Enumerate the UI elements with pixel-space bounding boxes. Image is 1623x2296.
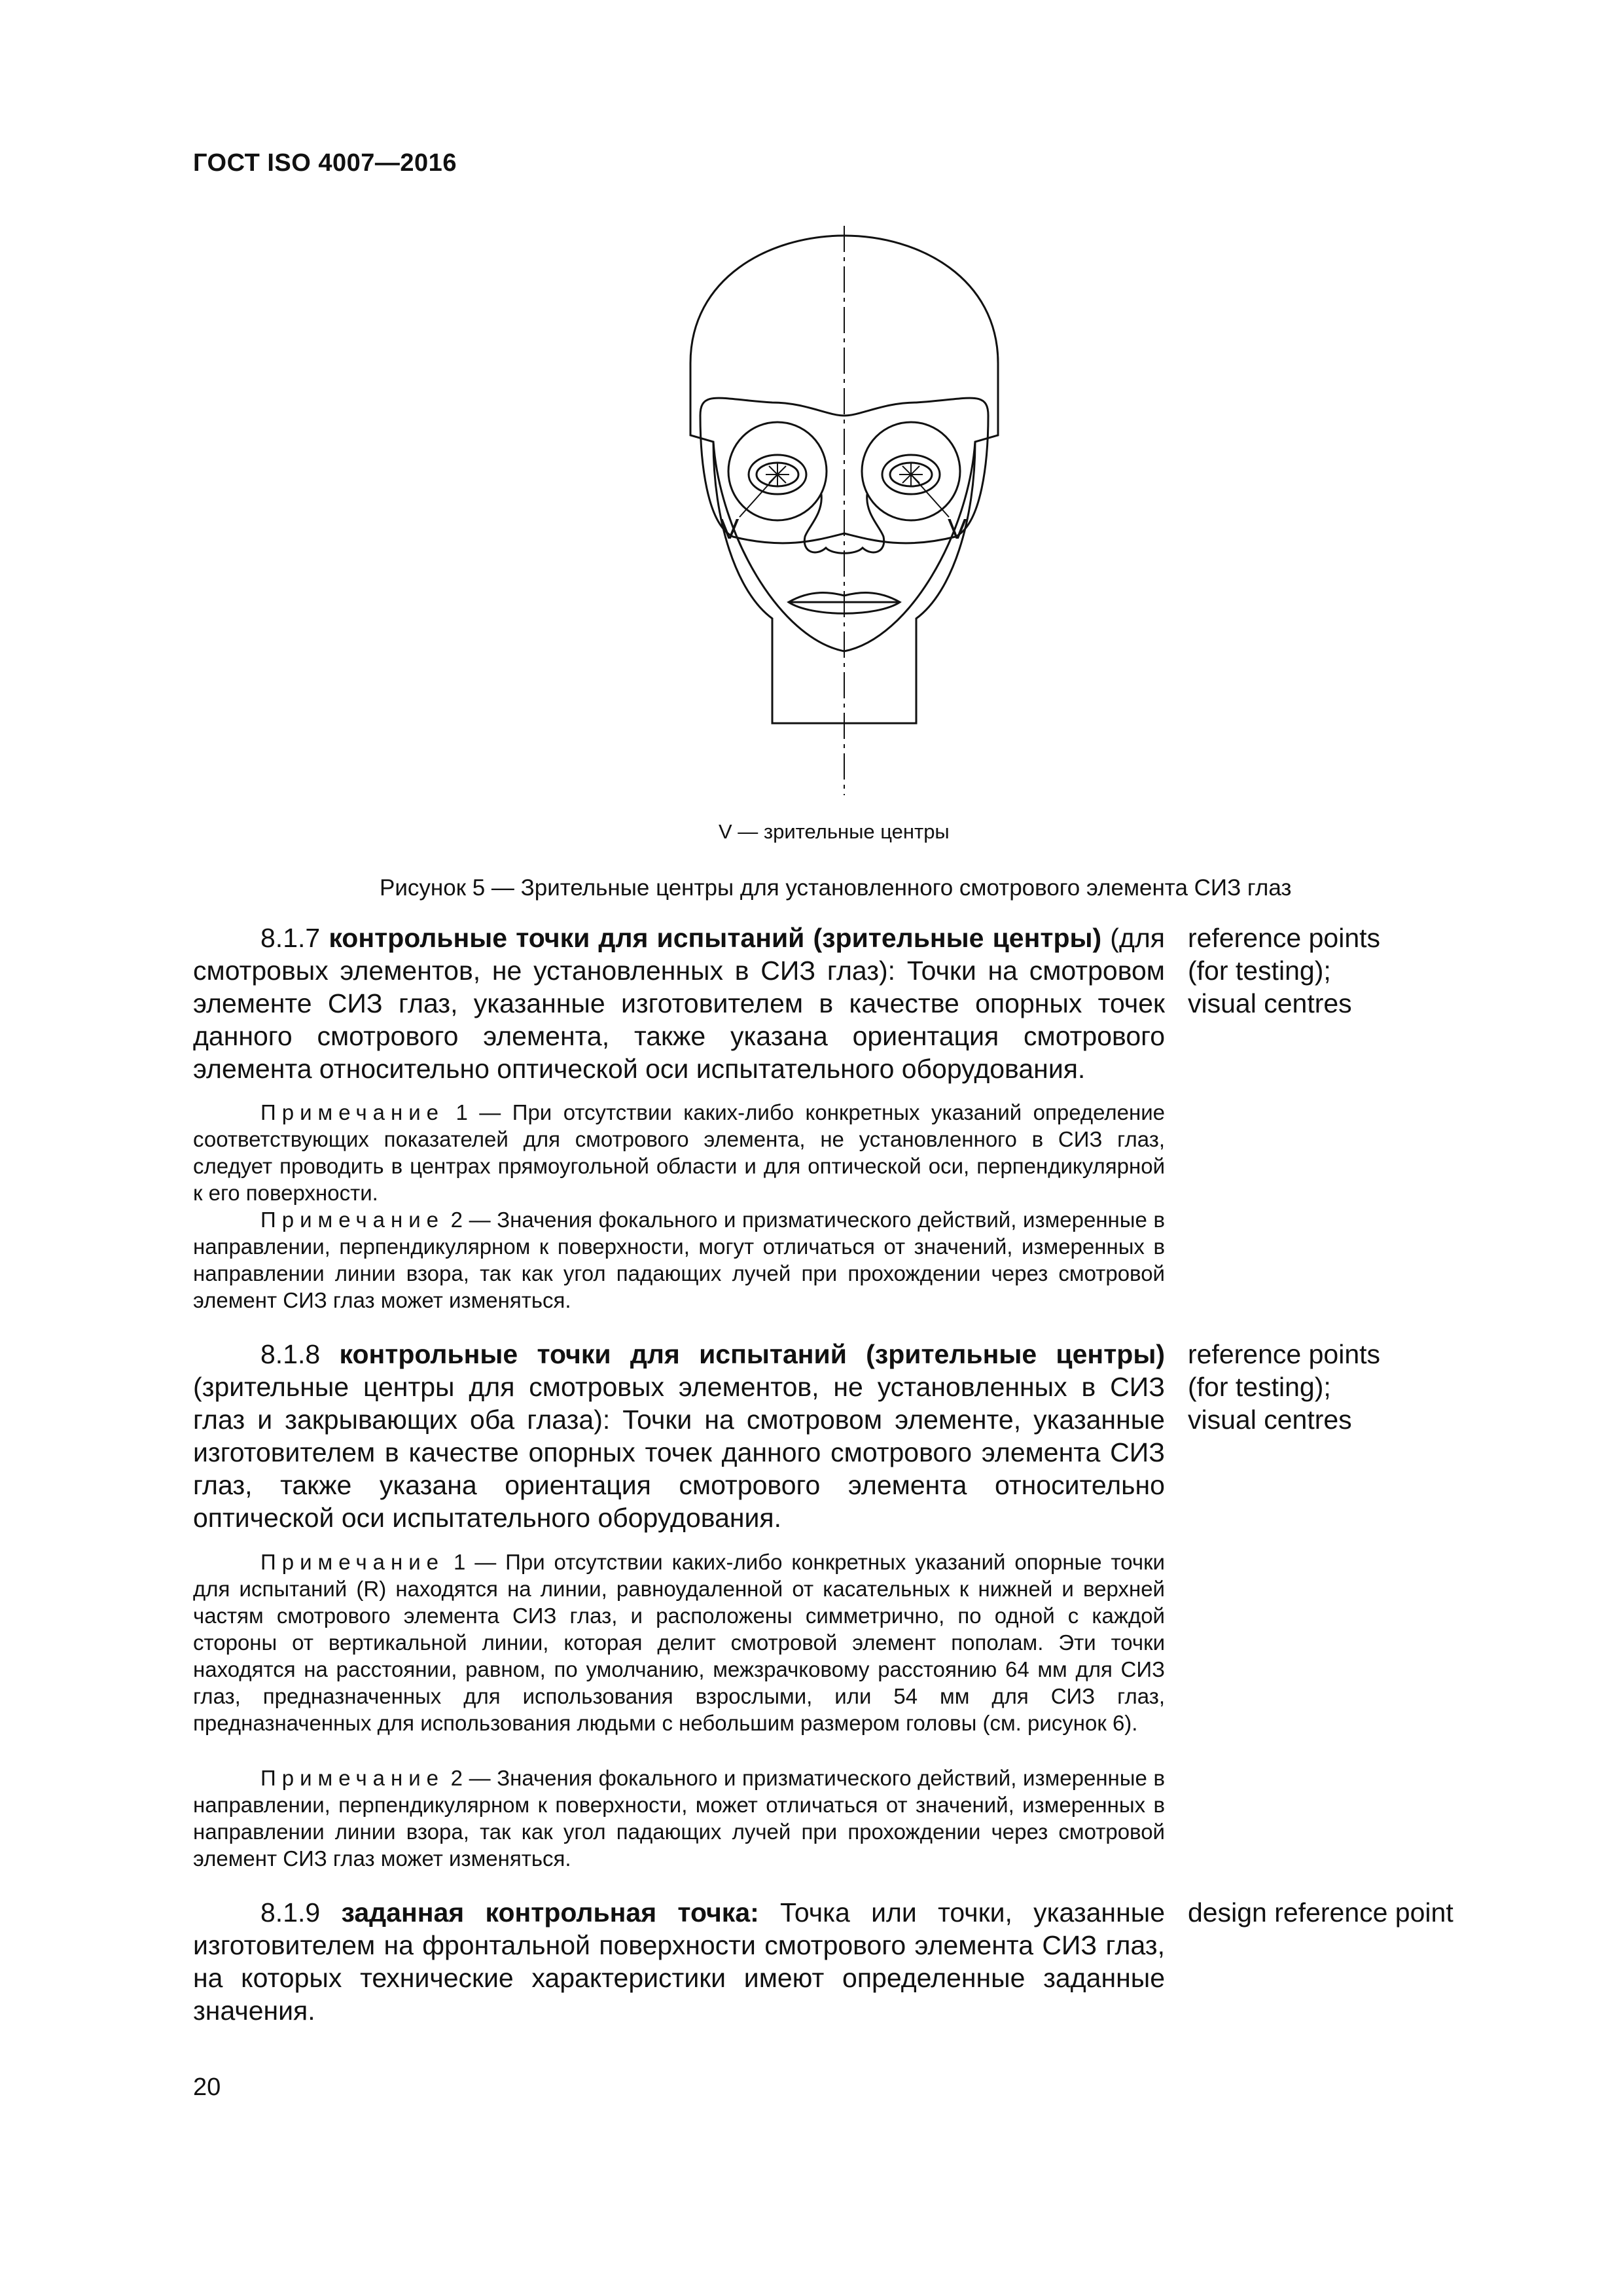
section-number: 8.1.9 [260,1897,321,1928]
document-header: ГОСТ ISO 4007—2016 [193,149,457,177]
note-8-1-8-2 [193,1765,1165,1872]
figure-legend: V — зрительные центры [719,820,950,843]
english-term-line: visual centres [1188,988,1352,1018]
term-text: Точка или точки, указанные изготовителем на фронтальной поверхности смотрового элемента СИЗ глаз, на которых технические характеристики имеют определенные заданные значения. [193,1897,1165,2026]
section-number: 8.1.7 [260,923,321,953]
page-number: 20 [193,2073,221,2101]
english-term-line: reference points [1188,923,1381,953]
note-text: 2 — Значения фокального и призматического действий, измеренные в направлении, перпендикулярном к поверхности, может отличаться от значений, измеренных в направлении линии взора, так как угол падающих лучей при прохождении через смотровой элемент СИЗ глаз может изменяться. [193,1766,1165,1871]
english-term-line: design reference point [1188,1897,1454,1928]
note-text: 1 — При отсутствии каких-либо конкретных указаний определение соответствующих показателей для смотрового элемента, не установленного в СИЗ глаз, следует проводить в центрах прямоугольной области и для оптической оси, перпендикулярной к его поверхности. [193,1100,1165,1205]
english-term-8-1-8 [1188,1338,1515,1436]
note-label: Примечание [260,1550,445,1574]
english-term-8-1-9 [1188,1896,1515,1929]
term-title: контрольные точки для испытаний (зрительные центры) [329,923,1102,953]
note-8-1-8-1 [193,1549,1165,1736]
term-text: (для смотровых элементов, не установленных в СИЗ глаз): Точки на смотровом элементе СИЗ глаз, указанные изготовителем в качестве опорных точек данного смотрового элемента, также указана ориентация смотрового элемента относительно оптической оси испытательного оборудования. [193,923,1165,1084]
english-term-line: reference points [1188,1339,1381,1369]
note-label: Примечание [260,1100,445,1124]
section-8-1-7 [193,922,1165,1085]
note-8-1-7-2 [193,1206,1165,1314]
term-title: заданная контрольная точка: [341,1897,759,1928]
english-term-line: (for testing); [1188,1372,1331,1402]
section-number: 8.1.8 [260,1339,321,1369]
right-v-label: V [948,513,967,545]
english-term-line: visual centres [1188,1405,1352,1435]
figure-caption: Рисунок 5 — Зрительные центры для установленного смотрового элемента СИЗ глаз [380,875,1292,901]
note-text: 2 — Значения фокального и призматического действий, измеренные в направлении, перпендикулярном к поверхности, могут отличаться от значений, измеренных в направлении линии взора, так как угол падающих лучей при прохождении через смотровой элемент СИЗ глаз может изменяться. [193,1208,1165,1312]
note-label: Примечание [260,1766,445,1790]
term-text: (зрительные центры для смотровых элементов, не установленных в СИЗ глаз и закрывающих оба глаза): Точки на смотровом элементе, указанные изготовителем в качестве опорных точек данного смотрового элемента СИЗ глаз, также указана ориентация смотрового элемента относительно оптической оси испытательного оборудования. [193,1372,1165,1533]
section-8-1-8 [193,1338,1165,1534]
left-v-label: V [720,513,740,545]
head-diagram [674,226,1041,795]
english-term-line: (for testing); [1188,956,1331,986]
term-title: контрольные точки для испытаний (зрительные центры) [339,1339,1165,1369]
note-label: Примечание [260,1208,445,1232]
english-term-8-1-7 [1188,922,1515,1020]
note-8-1-7-1 [193,1099,1165,1206]
note-text: 1 — При отсутствии каких-либо конкретных указаний опорные точки для испытаний (R) находятся на линии, равноудаленной от касательных к нижней и верхней частям смотрового элемента СИЗ глаз, и расположены симметрично, по одной с каждой стороны от вертикальной линии, которая делит смотровой элемент пополам. Эти точки находятся на расстоянии, равном, по умолчанию, межзрачковому расстоянию 64 мм для СИЗ глаз, предназначенных для использования взрослыми, или 54 мм для СИЗ глаз, предназначенных для использования людьми с небольшим размером головы (см. рисунок 6). [193,1550,1165,1735]
section-8-1-9 [193,1896,1165,2027]
